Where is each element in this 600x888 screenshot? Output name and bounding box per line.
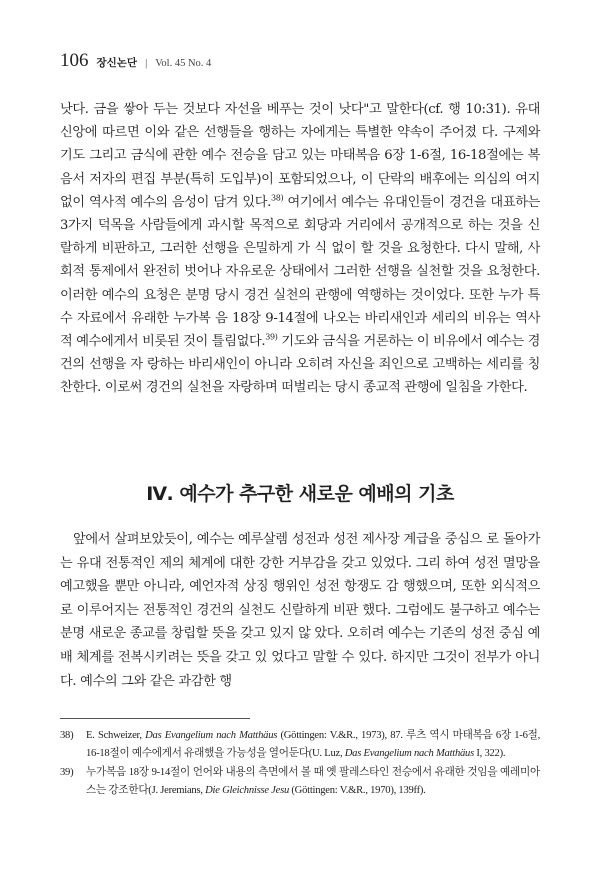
paragraph-text	[60, 98, 540, 400]
book-title: Die Gleichnisse Jesu	[205, 784, 289, 796]
journal-name: 장신논단	[96, 57, 138, 69]
separator: |	[145, 58, 148, 69]
book-title: Das Evangelium nach Matthäus	[344, 747, 474, 759]
footnote-text	[86, 727, 540, 762]
text-line: 유대인들이 경건을 대표하는 3가지 덕목을 사람들에게 과시할 목적으로 회당과	[60, 194, 540, 234]
fn-text-part: E. Schweizer,	[86, 730, 146, 741]
body-paragraph-2	[60, 528, 540, 693]
footnote-38	[60, 727, 540, 762]
fn-text-part: I, 322).	[473, 747, 506, 759]
footnote-number: 38)	[60, 730, 74, 741]
footnote-number: 39)	[60, 767, 74, 779]
footnote-text	[86, 764, 540, 799]
text-line: 행했으며, 또한 외식적으로 이루어지는 전통적인 경건의 실천도 신랄하게 비판	[60, 579, 541, 618]
footnotes	[60, 727, 540, 801]
text-line: 기도와 금식을 거론하는 이 비유에서 예수는 경건의 선행을 자	[60, 334, 541, 373]
text-line: 음 18장 9-14절에 나오는 바리새인과 세리의 비유는 역사적 예수에게서 비롯된	[60, 310, 541, 350]
fn-text-part: (Göttingen: V.&R., 1970), 139ff).	[289, 784, 426, 796]
text-line: 다. 구제와 기도 그리고 금식에 관한 예수 전승을 담고 있는 마태복음 6장 1-6절,	[60, 125, 541, 164]
text-line: 이로써 경건의 실천을 자랑하며 떠벌리는 당시 종교적 관행에 일침을 가한다.	[104, 380, 528, 396]
footnote-39	[60, 764, 540, 799]
text-line: 배후에는 의심의 여지없이 역사적 예수의 음성이 담겨 있다.	[60, 171, 541, 210]
volume-info: Vol. 45 No. 4	[155, 58, 212, 69]
text-line: 았다. 오히려 예수는 기존의 성전 중심 예배 체계를 전복시키려는 뜻을 갖고 있	[60, 626, 541, 665]
text-line: 낫다. 금을 쌓아 두는 것보다 자선을 베푸는 것이 낫다"고 말한다(cf. 행 10:31).	[60, 102, 511, 117]
page-number: 106	[60, 50, 89, 71]
fn-text-part: (Göttingen: V.&R., 1973), 87. 루츠 역시 마태복음 6장 1-6절, 16-18절이 예수에게서 유래했을 가능성을 열어둔다(U. Luz,	[86, 730, 541, 759]
text-line: 하여 성전 멸망을 예고했을 뿐만 아니라, 예언자적 상징 행위인 성전 항쟁도 감	[60, 555, 540, 595]
footnote-ref-38[interactable]: 38)	[271, 193, 284, 203]
text-line: 했다. 그럼에도 불구하고 예수는 분명 새로운 종교를 창립할 뜻을 갖고 있지 않	[60, 602, 540, 642]
text-line: 유대 신앙에 따르면 이와 같은 선행들을 행하는 자에게는 특별한 약속이 주어졌	[60, 102, 541, 141]
footnote-divider	[60, 718, 250, 719]
paragraph-text	[60, 528, 540, 693]
text-line: 로 돌아가는 유대 전통적인 제의 체계에 대한 강한 거부감을 갖고 있었다. 그리	[60, 532, 541, 571]
text-line: 앞에서 살펴보았듯이, 예수는 예루살렘 성전과 성전 제사장 계급을 중심으	[73, 532, 483, 547]
text-line: 것이 틀림없다.	[183, 334, 266, 350]
text-line: 16-18절에는 복음서 저자의 편집 부분(특히 도입부)이 포함되었으나, 이 단락의	[60, 148, 541, 187]
running-header	[60, 50, 211, 72]
text-line: 여기에서 예수는	[283, 194, 379, 210]
text-line: 식 없이 할 것을 요청한다. 다시 말해, 사회적 통제에서 완전히 벗어나 자유로운	[60, 241, 540, 280]
footnote-ref-39[interactable]: 39)	[265, 332, 278, 342]
text-line: 랑하는 바리새인이 아니라 오히려 자신을 죄인으로 고백하는 세리를 칭찬한다.	[60, 357, 540, 396]
text-line: 상태에서 그러한 선행을 실천할 것을 요청한다. 이러한 예수의 요청은 분명 당시	[60, 264, 541, 303]
text-line: 었다고 말할 수 있다. 하지만 그것이 전부가 아니다. 예수의 그와 같은 과감한 행	[60, 649, 541, 689]
text-line: 거리에서 공개적으로 하는 것을 신랄하게 비판하고, 그러한 선행을 은밀하게 가	[60, 218, 540, 257]
book-title: Das Evangelium nach Matthäus	[145, 730, 278, 741]
body-paragraph-1	[60, 98, 540, 400]
section-heading: Ⅳ. 예수가 추구한 새로운 예배의 기초	[146, 483, 454, 505]
text-line: 경건 실천의 관행에 역행하는 것이었다. 또한 누가 특수 자료에서 유래한 누가복	[60, 287, 540, 326]
fn-text-part: 누가복음 18장 9-14절이 언어와 내용의 측면에서 볼 때 옛 팔레스타인 전승에서 유래한 것임을 예레미아스는 강조한다(J. Jeremians,	[86, 767, 540, 796]
